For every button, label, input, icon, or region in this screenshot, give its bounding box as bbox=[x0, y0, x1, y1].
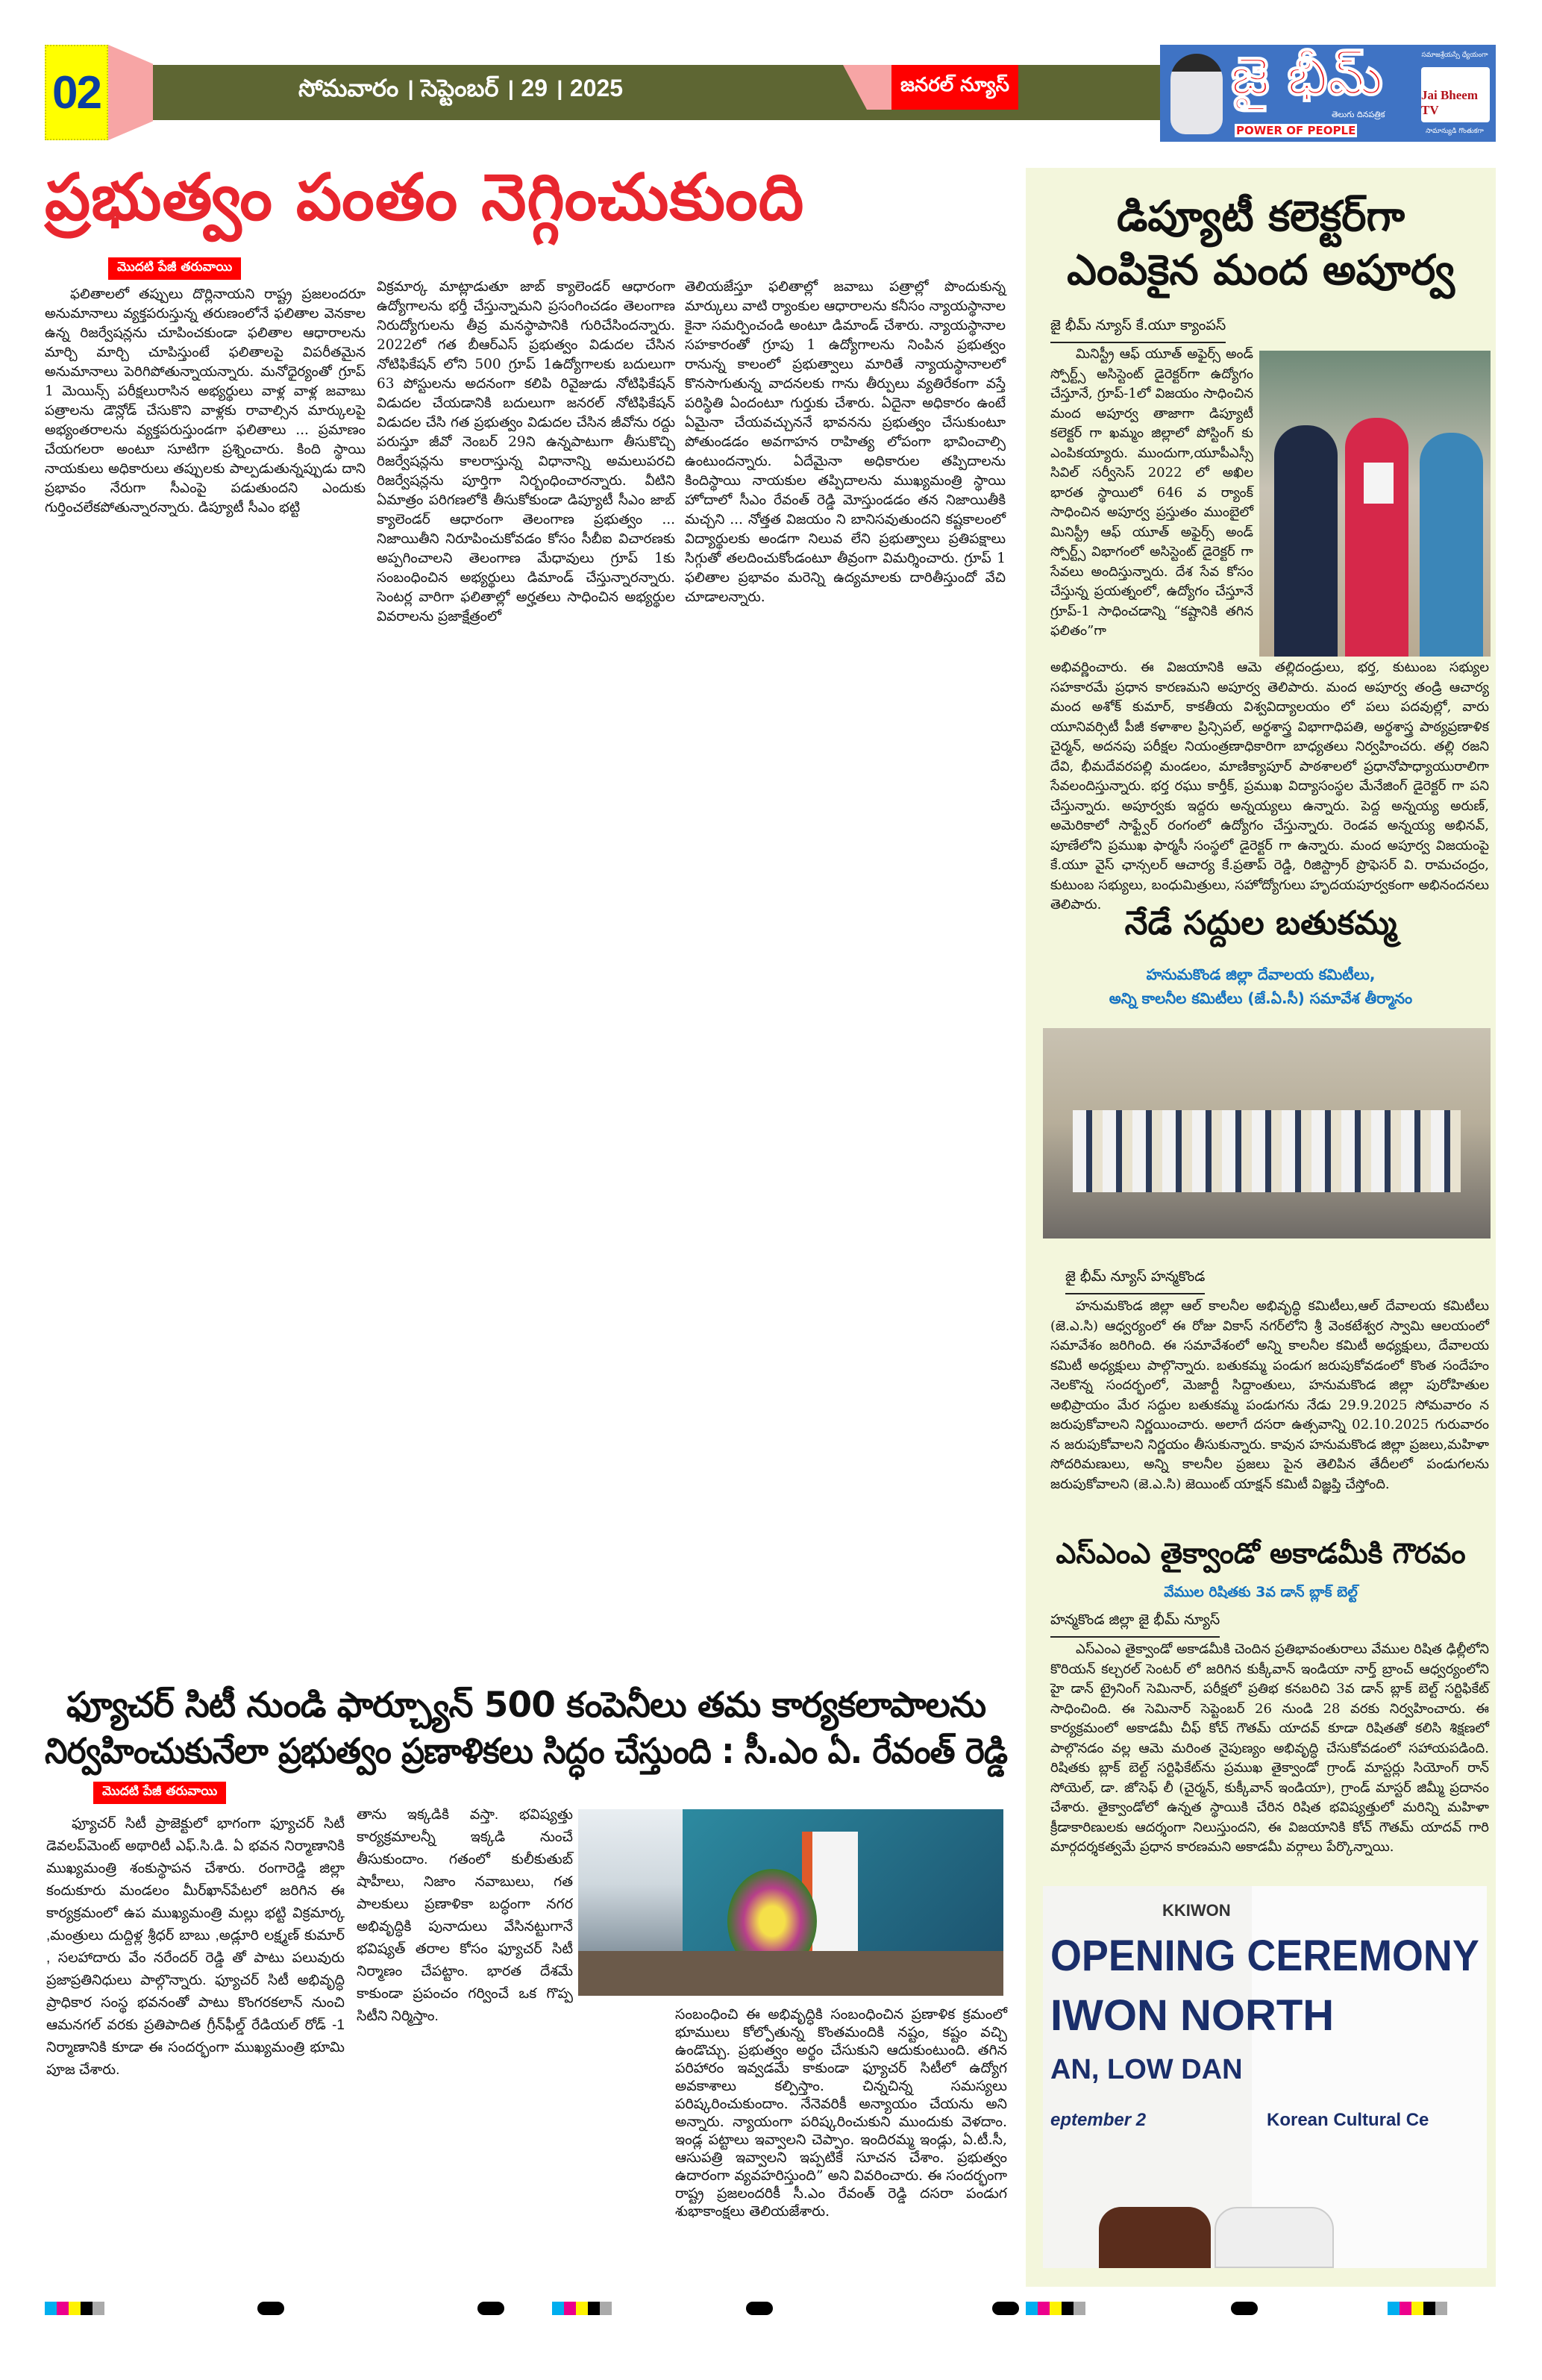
taekwondo-award-photo bbox=[1043, 1886, 1487, 2268]
logo-tagline: తెలుగు దినపత్రిక bbox=[1332, 110, 1385, 119]
paragraph: అభివర్ణించారు. ఈ విజయానికి ఆమె తల్లిదండ్రులు, భర్త, కుటుంబ సభ్యుల సహకారమే ప్రధాన కారణమని అపూర్వ తెలిపారు. మంద అపూర్వ తండ్రి ఆచార్య మంద అశోక్ కుమార్, కాకతీయ విశ్వవిద్యాలయం లో పలు పదవుల్లో, వారు యూనివర్సిటీ పీజీ కళాశాల ప్రిన్సిపల్, అర్థశాస్త్ర విభాగాధిపతి, అర్థశాస్త్ర పాఠ్యప్రణాళిక చైర్మన్, అదనపు పరీక్షల నియంత్రణాధికారిగా బాధ్యతలు నిర్వహించరు. తల్లి రజని దేవి, భీమదేవరపల్లి మండలం, మాణిక్యాపూర్ పాఠశాలలో ప్రధానోపాధ్యాయురాలిగా సేవలందిస్తున్నారు. భర్త రఘు కార్తీక్, ప్రముఖ విద్యాసంస్థల మేనేజింగ్ డైరెక్టర్ గా పని చేస్తున్నారు. అపూర్వకు ఇద్దరు అన్నయ్యలు ఉన్నారు. పెద్ద అన్నయ్య అరుణ్, అమెరికాలో సాఫ్ట్వేర్ రంగంలో ఉద్యోగం చేస్తున్నారు. రెండవ అన్నయ్య అభినవ్, పూణేలోని ప్రముఖ ఫార్మసీ సంస్థలో డైరెక్టర్ గా ఉన్నారు. మంద అపూర్వ విజయంపై కే.యూ వైస్ ఛాన్సలర్ ఆచార్య కే.ప్రతాప్ రెడ్డి, రిజిస్ట్రార్ ప్రొఫెసర్ వి. రామచంద్రం, కుటుంబ సభ్యులు, బంధుమిత్రులు, సహోద్యోగులు హృదయపూర్వకంగా అభినందనలు తెలిపారు. bbox=[1050, 660, 1489, 912]
registration-mark bbox=[746, 2302, 773, 2315]
apurva-headline-line-1: డిప్యూటీ కలెక్టర్‌గా bbox=[1116, 192, 1405, 241]
apurva-byline bbox=[1050, 317, 1226, 343]
bottom-headline-line-1: ఫ్యూచర్ సిటీ నుండి ఫార్చ్యూన్ 500 కంపెనీలు తమ కార్యకలాపాలను bbox=[66, 1685, 986, 1726]
bottom-article-column-1 bbox=[46, 1813, 345, 2276]
registration-mark bbox=[477, 2302, 504, 2315]
paragraph: ఫలితాలలో తప్పులు దొర్లినాయని రాష్ట్ర ప్రజలందరూ అనుమానాలు వ్యక్తపరుస్తున్న తరుణంలోనే ఫలితాల వెనకాల ఉన్న రిజర్వేషన్లను చూపించకుండా ఫలితాల ఆధారాలను మార్చి మార్చి చూపిస్తుంటే ఫలితాలపై విపరీతమైన అనుమానాలు పెరిగిపోతున్నాయన్నారు. మనోధైర్యంతో గ్రూప్ 1 మెయిన్స్ పరీక్షలురాసిన అభ్యర్థులు వాళ్ల వాళ్ల జవాబు పత్రాలను డౌన్లోడ్ చేసుకొని వాళ్లకు రావాల్సిన మార్కులపై అభ్యంతరాలను వ్యక్తపరుస్తుండగా ఫలితాలు ... ప్రమాణం చేయగలరా అంటూ సూటిగా ప్రశ్నించారు. కింది స్థాయి నాయకులు అధికారులు తప్పులకు పాల్పడుతున్నప్పుడు దాని ప్రభావం నేరుగా సీఎంపై పడుతుందని ఎందుకు గుర్తించలేకపోతున్నారన్నారు. డిప్యూటీ సీఎం భట్టి bbox=[45, 286, 366, 516]
apurva-photo bbox=[1259, 351, 1491, 657]
continued-tag-label: మొదటి పేజీ తరువాయి bbox=[108, 257, 241, 280]
paragraph: ఎస్ఎంఎ తైక్వాండో అకాడమీకి చెందిన ప్రతిభావంతురాలు వేముల రిషిత ఢిల్లీలోని కొరియన్ కల్చరల్ సెంటర్ లో జరిగిన కుక్కీవాన్ ఇండియా నార్త్ బ్రాంచ్ ఆధ్వర్యంలోని హై డాన్ ట్రైనింగ్ సెమినార్, పరీక్షలో ప్రతిభ కనబరిచి 3వ డాన్ బ్లాక్ బెల్ట్ సర్టిఫికేట్ సాధించింది. ఈ సెమినార్ సెప్టెంబర్ 26 నుండి 28 వరకు నిర్వహించారు. ఈ కార్యక్రమంలో అకాడమీ చీఫ్ కోచ్ గౌతమ్ యాదవ్ కూడా రిషితతో కలిసి శిక్షణలో పాల్గొనడం వల్ల ఆమె మరింత నైపుణ్యం అభివృద్ధి చేసుకోవడంలో సహాయపడింది. రిషితకు బ్లాక్ బెల్ట్ సర్టిఫికేట్‌ను ప్రముఖ తైక్వాండో గ్రాండ్ మాస్టర్లు సియోంగ్ రాన్ సోయెల్, డా. జోసెఫ్ లీ (చైర్మన్, కుక్కీవాన్ ఇండియా), గ్రాండ్ మాస్టర్ జిమ్మీ ప్రదానం చేశారు. తైక్వాండోలో ఉన్నత స్థాయికి చేరిన రిషిత భవిష్యత్తులో మరిన్ని మహిళా క్రీడాకారిణులకు ఆదర్శంగా నిలుస్తుందని, ఈ విజయానికి కోచ్ గౌతమ్ యాదవ్ గారి మార్గదర్శకత్వమే ప్రధాన కారణమని అకాడమీ వర్గాలు పేర్కొన్నాయి. bbox=[1050, 1641, 1489, 1855]
taekwondo-subheadline: వేముల రిషితకు 3వ డాన్ బ్లాక్ బెల్ట్ bbox=[1164, 1584, 1358, 1600]
logo-side-bottom: సామాన్యుడి గొంతుకగా bbox=[1426, 128, 1484, 135]
paragraph: తెలియజేస్తూ ఫలితాల్లో జవాబు పత్రాల్లో పొందుకున్న మార్కులు వాటి ర్యాంకుల ఆధారాలను కనీసం న్యాయస్థానాల కైనా సమర్పించండి అంటూ డిమాండ్ చేశారు. న్యాయస్థానాల సహకారంతో గ్రూపు 1 ఉద్యోగాలను నింపిన ప్రభుత్వం రానున్న కాలంలో ప్రభుత్వాలు మారితే న్యాయస్థానాలలో కొనసాగుతున్న వాదనలకు గాను తీర్పులు వ్యతిరేకంగా వస్తే పరిస్థితి ఏందంటూ గుర్తుకు చేశారు. ఏదైనా అధికారం ఉంటే ఏమైనా చేయవచ్చుననే భావనను ప్రభుత్వం చేసుకుంటూ పోతుండడం అవగాహన రాహిత్య లోపంగా భావించాల్సి ఉంటుందన్నారు. ఏదేమైనా అధికారుల తప్పిదాలను కిందిస్థాయి నాయకుల తప్పిదాలను ముఖ్యమంత్రి స్థాయి హోదాలో సీఎం రేవంత్ రెడ్డి మోస్తుండడం తన నిజాయితీకి మచ్చని ... నోత్తత విజయం ని బానిసవుతుందని కష్టకాలంలో విద్యార్థులకు అండగా నిలువ లేని ప్రభుత్వాలు ప్రతిపక్షాలు సిగ్గుతో తలదించుకోండంటూ తీవ్రంగా విమర్శించారు. గ్రూప్ 1 ఫలితాల ప్రభావం మరెన్ని ఉద్యమాలకు దారితీస్తుందో వేచి చూడాలన్నారు. bbox=[685, 279, 1006, 605]
paragraph: తాను ఇక్కడికి వస్తా. భవిష్యత్తు కార్యక్రమాలన్నీ ఇక్కడి నుంచే తీసుకుందాం. గతంలో కులీకుతుబ్ షాహీలు, నిజాం నవాబులు, గత పాలకులు ప్రణాళికా బద్ధంగా నగర అభివృద్ధికి పునాదులు వేసినట్టుగానే భవిష్యత్ తరాల కోసం ఫ్యూచర్ సిటీ నిర్మాణం చేపట్టాం. భారత దేశమే కాకుండా ప్రపంచం గర్వించే ఒక గొప్ప సిటీని నిర్మిస్తాం. bbox=[357, 1807, 573, 2024]
batukamma-headline: నేడే సద్దుల బతుకమ్మ bbox=[1124, 904, 1397, 942]
byline-text: జై భీమ్ న్యూస్ కే.యూ క్యాంపస్ bbox=[1050, 317, 1226, 343]
bottom-headline bbox=[45, 1682, 1007, 1775]
bottom-headline-line-2: నిర్వహించుకునేలా ప్రభుత్వం ప్రణాళికలు సిద్ధం చేస్తుంది : సీ.ఎం ఏ. రేవంత్ రెడ్డి bbox=[45, 1731, 1008, 1772]
bottom-article-column-3 bbox=[675, 2005, 1007, 2274]
registration-mark bbox=[1231, 2302, 1258, 2315]
banner-text: eptember 2 bbox=[1050, 2110, 1147, 2130]
paragraph: మినిస్ట్రీ ఆఫ్ యూత్ అఫైర్స్ అండ్ స్పోర్ట్స్ అసిస్టెంట్ డైరెక్టర్‌గా ఉద్యోగం చేస్తూనే, గ్రూప్-1లో విజయం సాధించిన మంద అపూర్వ తాజాగా డిప్యూటీ కలెక్టర్ గా ఖమ్మం జిల్లాలో పోస్టింగ్ కు ఎంపికయ్యారు. ముందుగా,యూపీఎస్సీ సివిల్ సర్వీసెస్ 2022 లో అఖిల భారత స్థాయిలో 646 వ ర్యాంక్ సాధించిన అపూర్వ ప్రస్తుతం ముంబైలో మినిస్ట్రీ ఆఫ్ యూత్ అఫైర్స్ అండ్ స్పోర్ట్స్ విభాగంలో అసిస్టెంట్ డైరెక్టర్ గా సేవలు అందిస్తున్నారు. దేశ సేవ కోసం చేస్తున్న ప్రయత్నంలో, ఉద్యోగం చేస్తూనే గ్రూప్-1 సాధించడాన్ని “కష్టానికి తగిన ఫలితం”గా bbox=[1050, 346, 1253, 639]
section-tag: జనరల్ న్యూస్ bbox=[891, 65, 1018, 110]
continued-tag bbox=[108, 257, 241, 280]
header-decoration bbox=[108, 45, 153, 140]
registration-color-bar bbox=[1026, 2302, 1085, 2315]
logo-motto: POWER OF PEOPLE bbox=[1236, 124, 1356, 137]
paragraph: విక్రమార్క మాట్లాడుతూ జాబ్ క్యాలెండర్ ఆధారంగా ఉద్యోగాలను భర్తీ చేస్తున్నామని ప్రసంగించడం తెలంగాణ నిరుద్యోగులను తీవ్ర మనస్థాపానికి గురిచేసిందన్నారు. 2022లో గత బీఆర్ఎస్ ప్రభుత్వం విడుదల చేసిన నోటిఫికేషన్ లోని 500 గ్రూప్ 1ఉద్యోగాలకు బదులుగా 63 పోస్టులను అదనంగా కలిపి రివైజుడు నోటిఫికేషన్ విడుదల చేయడానికి బదులుగా జనరల్ నోటిఫికేషన్ విడుదల చేసి గత ప్రభుత్వం విడుదల చేసిన జీవోను రద్దు పరుస్తూ జీవో నెంబర్ 29ని ఉన్నపాటుగా తీసుకొచ్చి రిజర్వేషన్లను కాలరాస్తున్న విధానాన్ని అమలుపరచి రిజర్వేషన్లను పూర్తిగా నిర్బంధించారన్నారు. వీటిని ఏమాత్రం పరిగణలోకి తీసుకోకుండా డిప్యూటీ సీఎం జాబ్ క్యాలెండర్ ఆధారంగా తెలంగాణ ప్రభుత్వం ... నిజాయితీని నిరూపించుకోవడం కోసం సీబీఐ విచారణకు అప్పగించాలని తెలంగాణ మేధావులు గ్రూప్ 1కు సంబంధించిన అభ్యర్థులు డిమాండ్ చేస్తున్నారన్నారు. సెంటర్ల వారిగా ఫలితాల్లో అర్హతలు సాధించిన అభ్యర్థుల వివరాలను ప్రజాక్షేత్రంలో bbox=[377, 279, 675, 624]
main-article-column-3 bbox=[685, 278, 1006, 1665]
main-article-column-1 bbox=[45, 285, 366, 1665]
registration-mark bbox=[257, 2302, 284, 2315]
bottom-article-column-2 bbox=[357, 1804, 573, 2274]
registration-color-bar bbox=[1388, 2302, 1447, 2315]
continued-tag-label: మొదటి పేజీ తరువాయి bbox=[93, 1782, 226, 1804]
batukamma-byline bbox=[1065, 1268, 1205, 1294]
registration-color-bar bbox=[552, 2302, 612, 2315]
batukamma-body bbox=[1050, 1297, 1489, 1532]
main-article-column-2 bbox=[377, 278, 675, 1665]
banner-text: OPENING CEREMONY bbox=[1050, 1932, 1479, 1980]
paragraph: ఫ్యూచర్ సిటీ ప్రాజెక్టులో భాగంగా ఫ్యూచర్ సిటీ డెవలప్‌మెంట్ అథారిటీ ఎఫ్.సి.డి. ఏ భవన నిర్మాణానికి ముఖ్యమంత్రి శంకుస్థాపన చేశారు. రంగారెడ్డి జిల్లా కందుకూరు మండలం మీర్‌ఖాన్‌పేటలో జరిగిన ఈ కార్యక్రమంలో ఉప ముఖ్యమంత్రి మల్లు భట్టి విక్రమార్క ,మంత్రులు దుద్దిళ్ల శ్రీధర్ బాబు ,అడ్లూరి లక్ష్మణ్ కుమార్ , సలహాదారు వేం నరేందర్ రెడ్డి తో పాటు పలువురు ప్రజాప్రతినిధులు పాల్గొన్నారు. ఫ్యూచర్ సిటీ అభివృద్ధి ప్రాధికార సంస్థ భవనంతో పాటు కొంగరకలాన్ నుంచి ఆమనగల్ వరకు ప్రతిపాదిత గ్రీన్‌ఫీల్డ్ రేడియల్ రోడ్ -1 నిర్మాణానికి కూడా ఈ సందర్భంగా ముఖ్యమంత్రి భూమి పూజ చేశారు. bbox=[46, 1816, 345, 2078]
apurva-body-bottom bbox=[1050, 658, 1489, 912]
paragraph: హనుమకొండ జిల్లా ఆల్ కాలనీల అభివృద్ధి కమిటీలు,ఆల్ దేవాలయ కమిటీలు (జె.ఎ.సి) ఆధ్వర్యంలో ఈ రోజు వికాస్ నగర్‌లోని శ్రీ వెంకటేశ్వర స్వామి ఆలయంలో సమావేశం జరిగింది. ఈ సమావేశంలో అన్ని కాలనీల కమిటీ అధ్యక్షులు, దేవాలయ కమిటీ అధ్యక్షులు పాల్గొన్నారు. బతుకమ్మ పండుగ జరుపుకోవడంలో కొంత సందేహం నెలకొన్న సందర్భంలో, మెజార్టీ సిద్దాంతులు, హనుమకొండ జిల్లా పురోహితుల అభిప్రాయం మేర సద్దుల బతుకమ్మ పండుగను నేడు 29.9.2025 సోమవారం న జరుపుకోవాలని నిర్ణయించారు. అలాగే దసరా ఉత్సవాన్ని 02.10.2025 గురువారం న జరుపుకోవాలని నిర్ణయం తీసుకున్నారు. కావున హనుమకొండ జిల్లా ప్రజలు,మహిళా సోదరిమణులు, అన్ని కాలనీల ప్రజలు పైన తెలిపిన తేదీలలో పండుగలను జరుపుకోవాలని (జె.ఎ.సి) జెయింట్ యాక్షన్ కమిటీ విజ్ఞప్తి చేస్తోంది. bbox=[1050, 1298, 1489, 1492]
apurva-body-top bbox=[1050, 345, 1253, 658]
continued-tag bbox=[93, 1782, 226, 1804]
tv-logo: Jai Bheem TV bbox=[1421, 67, 1490, 122]
taekwondo-headline: ఎస్ఎంఎ తైక్వాండో అకాడమీకి గౌరవం bbox=[1056, 1537, 1466, 1570]
banner-text: KKIWON bbox=[1162, 1901, 1231, 1920]
logo-side-top: సమాజశ్రేయస్సే ధ్యేయంగా bbox=[1421, 51, 1488, 59]
registration-color-bar bbox=[45, 2302, 104, 2315]
batukamma-meeting-photo bbox=[1043, 1028, 1491, 1238]
masthead-logo bbox=[1160, 45, 1496, 142]
ambedkar-portrait-icon bbox=[1170, 54, 1223, 134]
banner-text: Korean Cultural Ce bbox=[1267, 2110, 1429, 2130]
main-headline: ప్రభుత్వం పంతం నెగ్గించుకుంది bbox=[45, 160, 805, 235]
registration-mark bbox=[992, 2302, 1019, 2315]
cm-speech-photo bbox=[578, 1809, 1003, 1996]
taekwondo-body bbox=[1050, 1640, 1489, 1879]
batukamma-subheadline bbox=[1026, 962, 1496, 1010]
byline-text: జై భీమ్ న్యూస్ హన్మకొండ bbox=[1065, 1268, 1205, 1294]
paragraph: సంబంధించి ఈ అభివృద్ధికి సంబంధించిన ప్రణాళిక క్రమంలో భూములు కోల్పోతున్న కొంతమందికి నష్టం, కష్టం వచ్చి ఉండొచ్చు. ప్రభుత్వం అర్థం చేసుకుని ఆదుకుంటుంది. తగిన పరిహారం ఇవ్వడమే కాకుండా ఫ్యూచర్ సిటీలో ఉద్యోగ అవకాశాలు కల్పిస్తాం. చిన్నచిన్న సమస్యలు పరిష్కరించుకుందాం. నేనెవరికీ అన్యాయం చేయను అని అన్నారు. న్యాయంగా పరిష్కరించుకుని ముందుకు వెళదాం. ఇండ్ల పట్టాలు ఇవ్వాలని చెప్పాం. ఇందిరమ్మ ఇండ్లు, ఏ.టీ.సీ, ఆసుపత్రి ఇవ్వాలని ఇప్పటికే సూచన చేశాం. ప్రభుత్వం ఉదారంగా వ్యవహరిస్తుంది” అని వివరించారు. ఈ సందర్భంగా రాష్ట్ర ప్రజలందరికీ సీ.ఎం రేవంత్ రెడ్డి దసరా పండుగ శుభాకాంక్షలు తెలియజేశారు. bbox=[675, 2006, 1007, 2220]
banner-text: AN, LOW DAN bbox=[1050, 2054, 1243, 2085]
page-number: 02 bbox=[45, 45, 108, 140]
banner-text: IWON NORTH bbox=[1050, 1991, 1335, 2040]
subheadline-line-2: అన్ని కాలనీల కమిటీలు (జే.ఏ.సీ) సమావేశ తీర్మానం bbox=[1109, 989, 1413, 1007]
taekwondo-byline bbox=[1050, 1612, 1220, 1638]
issue-date: సోమవారం । సెప్టెంబర్ । 29 । 2025 bbox=[298, 75, 624, 101]
apurva-headline-line-2: ఎంపికైన మంద అపూర్వ bbox=[1067, 246, 1455, 295]
subheadline-line-1: హనుమకొండ జిల్లా దేవాలయ కమిటీలు, bbox=[1146, 965, 1376, 983]
byline-text: హన్మకొండ జిల్లా జై భీమ్ న్యూస్ bbox=[1050, 1612, 1220, 1638]
apurva-headline bbox=[1026, 190, 1496, 298]
logo-title: జై భీమ్ bbox=[1231, 46, 1383, 107]
